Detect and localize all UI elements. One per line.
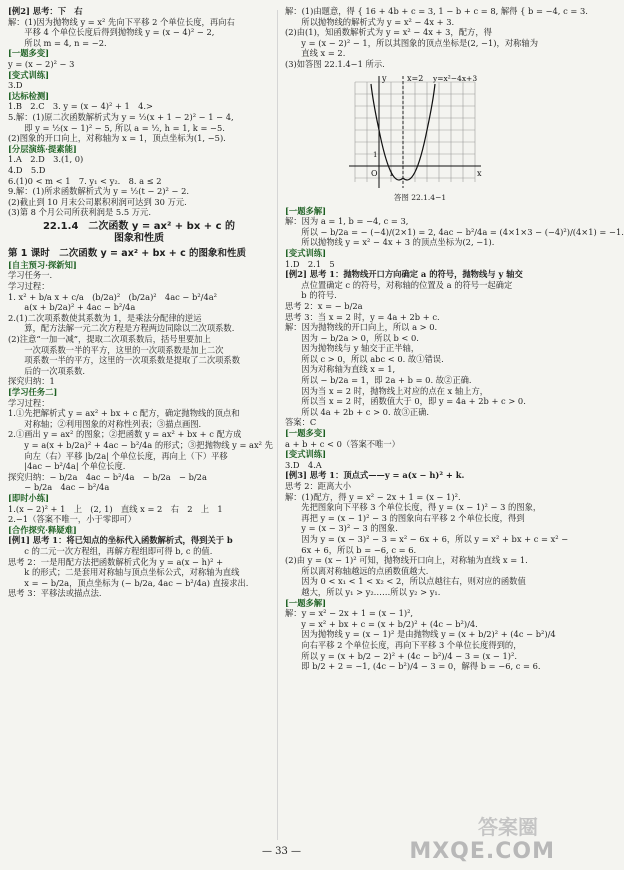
text-line: 6x + 6，所以 b = −6, c = 6.	[293, 544, 417, 555]
text-line: 对称轴；②利用图象的对称性列表；③描点画图.	[16, 418, 202, 429]
text-line: b 的符号.	[293, 290, 337, 301]
text-line: 2.−1（答案不唯一，小于零即可）	[8, 514, 137, 525]
text-line: |4ac − b²/4a| 个单位长度.	[16, 461, 126, 472]
text-line: 4.D 5.D	[8, 164, 46, 175]
text-line: 1.①先把解析式 y = ax² + bx + c 配方，确定抛物线的顶点和	[8, 408, 240, 419]
text-line: [例1] 思考 1：将已知点的坐标代入函数解析式，得到关于 b	[8, 535, 233, 546]
text-line: [例2] 思考：下 右	[8, 6, 83, 16]
text-line: 解：(1)因为抛物线 y = x² 先向下平移 2 个单位长度，再向右	[8, 16, 235, 27]
text-line: [例3] 思考 1：顶点式——y = a(x − h)² + k.	[285, 470, 465, 481]
text-line: 6.(1)0 < m < 1 7. y₁ < y₂. 8. a ≤ 2	[8, 175, 162, 186]
text-line: 解：因为抛物线的开口向上，所以 a > 0.	[285, 322, 438, 333]
text-line: 解：(1)由题意，得 { 16 + 4b + c = 3, 1 − b + c = 8, 解得 { b = −4, c = 3.	[285, 6, 588, 16]
graph-caption: 答图 22.1.4−1	[393, 192, 447, 202]
text-line: y = (x − 3)² − 3 的图象.	[293, 523, 398, 534]
text-line: 平移 4 个单位长度后得到抛物线 y = (x − 4)² − 2,	[16, 27, 215, 38]
text-line: 2.①画出 y = ax² 的图象；②把函数 y = ax² + bx + c 配方成	[8, 429, 242, 440]
right-column	[285, 6, 624, 672]
text-line: [分层演练·提素能]	[8, 143, 77, 154]
text-line: 3.D	[8, 80, 23, 91]
lesson-title: 第 1 课时 二次函数 y = ax² + bx + c 的图象和性质	[8, 247, 247, 259]
column-divider	[277, 10, 278, 840]
text-line: [变式训练]	[285, 247, 327, 258]
text-line: k 的形式；二是套用对称轴与顶点坐标公式，对称轴为直线	[16, 567, 240, 578]
text-line: 即 b/2 + 2 = −1, (4c − b²)/4 − 3 = 0，解得 b = −6, c = 6.	[293, 661, 541, 672]
text-line: 1.A 2.D 3.(1, 0)	[8, 154, 84, 165]
text-line: c 的二元一次方程组，再解方程组即可得 b, c 的值.	[16, 545, 213, 556]
text-line: 越大，所以 y₁ > y₂……所以 y₂ > y₁.	[293, 586, 441, 597]
text-line: [学习任务二]	[8, 387, 58, 397]
text-line: 1.B 2.C 3. y = (x − 4)² + 1 4.>	[8, 101, 153, 112]
text-line: [变式训练]	[8, 69, 50, 80]
text-line: [一题多解]	[285, 205, 327, 216]
text-line: 所以 4a + 2b + c > 0. 故③正确.	[293, 406, 430, 417]
text-line: 因为抛物线 y = (x − 1)² 是由抛物线 y = (x + b/2)² + (4c − b²)/4	[293, 629, 556, 640]
parabola-graph	[335, 72, 485, 192]
text-line: 5.解：(1)原二次函数解析式为 y = ½(x + 1 − 2)² − 1 − 4,	[8, 111, 234, 122]
text-line: [达标检测]	[8, 90, 50, 101]
x-axis-label: x	[477, 168, 482, 178]
left-answer-block	[8, 6, 270, 218]
text-line: a + b + c < 0（答案不唯一）	[285, 438, 400, 449]
text-line: (3)第 8 个月公司所获利润是 5.5 万元.	[8, 207, 151, 218]
text-line: 9.解：(1)所求函数解析式为 y = ½(t − 2)² − 2.	[8, 186, 190, 197]
text-line: y = (x − 2)² − 3	[8, 58, 75, 69]
text-line: (2)由(1)，知函数解析式为 y = x² − 4x + 3，配方，得	[285, 27, 492, 38]
text-line: [一题多变]	[285, 428, 327, 439]
right-answer-block	[285, 205, 624, 672]
text-line: 因为 0 < x₁ < 1 < x₂ < 2，所以点越往右，则对应的函数值	[293, 576, 526, 587]
text-line: 所以离对称轴越远的点函数值越大.	[293, 565, 429, 576]
text-line: [合作探究·释疑难]	[8, 524, 77, 535]
text-line: [即时小练]	[8, 492, 50, 503]
text-line: (2)图象的开口向上，对称轴为 x = 1，顶点坐标为(1, −5).	[8, 133, 226, 144]
y-axis-label: y	[382, 73, 387, 83]
text-line: y = x² + bx + c = (x + b/2)² + (4c − b²)/4.	[293, 618, 478, 629]
text-line: 项系数一半的平方，这里的一次项系数是提取了二次项系数	[16, 355, 241, 366]
text-line: 直线 x = 2.	[293, 48, 346, 59]
text-line: 所以 − b/2a = − (−4)/(2×1) = 2, 4ac − b²/4a = (4×1×3 − (−4)²)/(4×1) = −1.	[293, 226, 624, 237]
text-line: [一题多变]	[8, 48, 50, 59]
text-line: 3.D 4.A	[285, 459, 322, 470]
text-line: 因为对称轴为直线 x = 1,	[293, 364, 396, 375]
text-line: 思考 3：平移法或描点法.	[8, 588, 102, 599]
text-line: 所以抛物线 y = x² − 4x + 3 的顶点坐标为(2, −1).	[293, 237, 495, 248]
page-number: — 33 —	[261, 846, 302, 857]
example-1-solution	[285, 6, 588, 70]
text-line: 解：y = x² − 2x + 1 = (x − 1)²,	[285, 608, 414, 619]
text-line: [自主预习·探新知]	[8, 259, 77, 270]
text-line: 所以 c > 0，所以 abc < 0. 故①错误.	[293, 353, 444, 364]
text-line: [例2] 思考 1：抛物线开口方向确定 a 的符号，抛物线与 y 轴交	[285, 269, 523, 280]
text-line: 向右平移 2 个单位长度，再向下平移 3 个单位长度得到的，	[293, 639, 522, 650]
text-line: 1.(x − 2)² + 1 上 (2, 1) 直线 x = 2 右 2 上 1	[8, 503, 223, 514]
left-column	[8, 6, 273, 599]
text-line: 学习过程：	[8, 397, 50, 408]
text-line: 思考 3：当 x = 2 时，y = 4a + 2b + c.	[285, 311, 440, 322]
text-line: (2)由 y = (x − 1)² 可知，抛物线开口向上，对称轴为直线 x = 1.	[285, 555, 528, 566]
symmetry-line-label: x=2	[407, 73, 424, 83]
text-line: (2)注意“一加一减”，提取二次项系数后，括号里要加上	[8, 334, 211, 345]
text-line: 解：(1)配方，得 y = x² − 2x + 1 = (x − 1)².	[285, 491, 461, 502]
text-line: 因为 − b/2a > 0，所以 b < 0.	[293, 332, 419, 343]
curve-label: y=x²−4x+3	[433, 73, 478, 83]
x-tick-label: 1	[389, 169, 394, 178]
text-line: 所以 − b/2a = 1，即 2a + b = 0. 故②正确.	[293, 375, 472, 386]
watermark-url: MXQE.COM	[409, 839, 555, 864]
text-line: 向左（右）平移 |b/2a| 个单位长度，再向上（下）平移	[16, 450, 228, 461]
text-line: 所以抛物线的解析式为 y = x² − 4x + 3.	[293, 16, 455, 27]
text-line: 所以 y = (x + b/2 − 2)² + (4c − b²)/4 − 3 = (x − 1)².	[293, 650, 517, 661]
text-line: 所以当 x = 2 时，函数值大于 0，即 y = 4a + 2b + c > 0.	[293, 396, 526, 407]
text-line: 算，配方法解一元二次方程是方程两边同除以二次项系数.	[16, 323, 235, 334]
section-title	[8, 221, 270, 245]
text-line: 答案：C	[285, 417, 317, 428]
text-line: 先把图象向下平移 3 个单位长度，得 y = (x − 1)² − 3 的图象，	[293, 502, 542, 513]
text-line: 即 y = ½(x − 1)² − 5, 所以 a = ½, h = 1, k = −5.	[16, 122, 225, 133]
text-line: 思考 2：x = − b/2a	[285, 300, 363, 311]
text-line: 1. x² + b/a x + c/a (b/2a)² (b/2a)² 4ac − b²/4a²	[8, 291, 218, 302]
origin-label: O	[371, 168, 378, 178]
text-line: 因为 y = (x − 3)² − 3 = x² − 6x + 6，所以 y = x² + bx + c = x² −	[293, 533, 569, 544]
text-line: 因为抛物线与 y 轴交于正半轴，	[293, 343, 420, 354]
text-line: 探究归纳：− b/2a 4ac − b²/4a − b/2a − b/2a	[8, 471, 207, 482]
text-line: (2)截止到 10 月末公司累积利润可达到 30 万元.	[8, 196, 187, 207]
text-line: y = a(x + b/2a)² + 4ac − b²/4a 的形式；③把抛物线 y = ax² 先	[16, 439, 273, 450]
text-line: 探究归纳：1	[8, 376, 55, 387]
text-line: a(x + b/2a)² + 4ac − b²/4a	[16, 302, 136, 313]
text-line: (3)如答图 22.1.4−1 所示.	[285, 58, 385, 69]
y-tick-label: 1	[373, 150, 378, 159]
text-line: 思考 2：一是用配方法把函数解析式化为 y = a(x − h)² +	[8, 556, 224, 567]
text-line: 解：因为 a = 1, b = −4, c = 3,	[285, 216, 409, 227]
text-line: 后的一次项系数.	[16, 365, 86, 376]
text-line: 所以 m = 4, n = −2.	[16, 37, 107, 48]
text-line: 2.(1)二次项系数使其系数为 1，是乘法分配律的逆运	[8, 312, 202, 323]
text-line: 学习任务一.	[8, 270, 53, 281]
section-title-line-1: 22.1.4 二次函数 y = ax² + bx + c 的	[42, 220, 236, 232]
section-title-line-2: 图象和性质	[114, 232, 164, 244]
lesson-answer-block	[8, 259, 273, 599]
graph-svg	[335, 72, 485, 192]
text-line: 思考 2：距离大小	[285, 481, 351, 491]
text-line: 1.D 2.1 5	[285, 258, 335, 269]
text-line: y = (x − 2)² − 1，所以其图象的顶点坐标是(2, −1)，对称轴为	[293, 37, 539, 48]
text-line: 学习过程：	[8, 281, 50, 292]
text-line: [变式训练]	[285, 449, 327, 460]
text-line: [一题多解]	[285, 597, 327, 608]
text-line: 点位置确定 c 的符号，对称轴的位置及 a 的符号一起确定	[293, 279, 513, 290]
text-line: x = − b/2a，顶点坐标为 (− b/2a, 4ac − b²/4a) 直接求出.	[16, 577, 249, 588]
text-line: 因为当 x = 2 时，抛物线上对应的点在 x 轴上方，	[293, 385, 489, 396]
text-line: 一次项系数一半的平方，这里的一次项系数是加上二次	[16, 344, 224, 355]
text-line: 再把 y = (x − 1)² − 3 的图象向右平移 2 个单位长度，得到	[293, 512, 525, 523]
text-line: − b/2a 4ac − b²/4a	[16, 482, 110, 493]
watermark-logo: 答案圈	[478, 815, 538, 839]
